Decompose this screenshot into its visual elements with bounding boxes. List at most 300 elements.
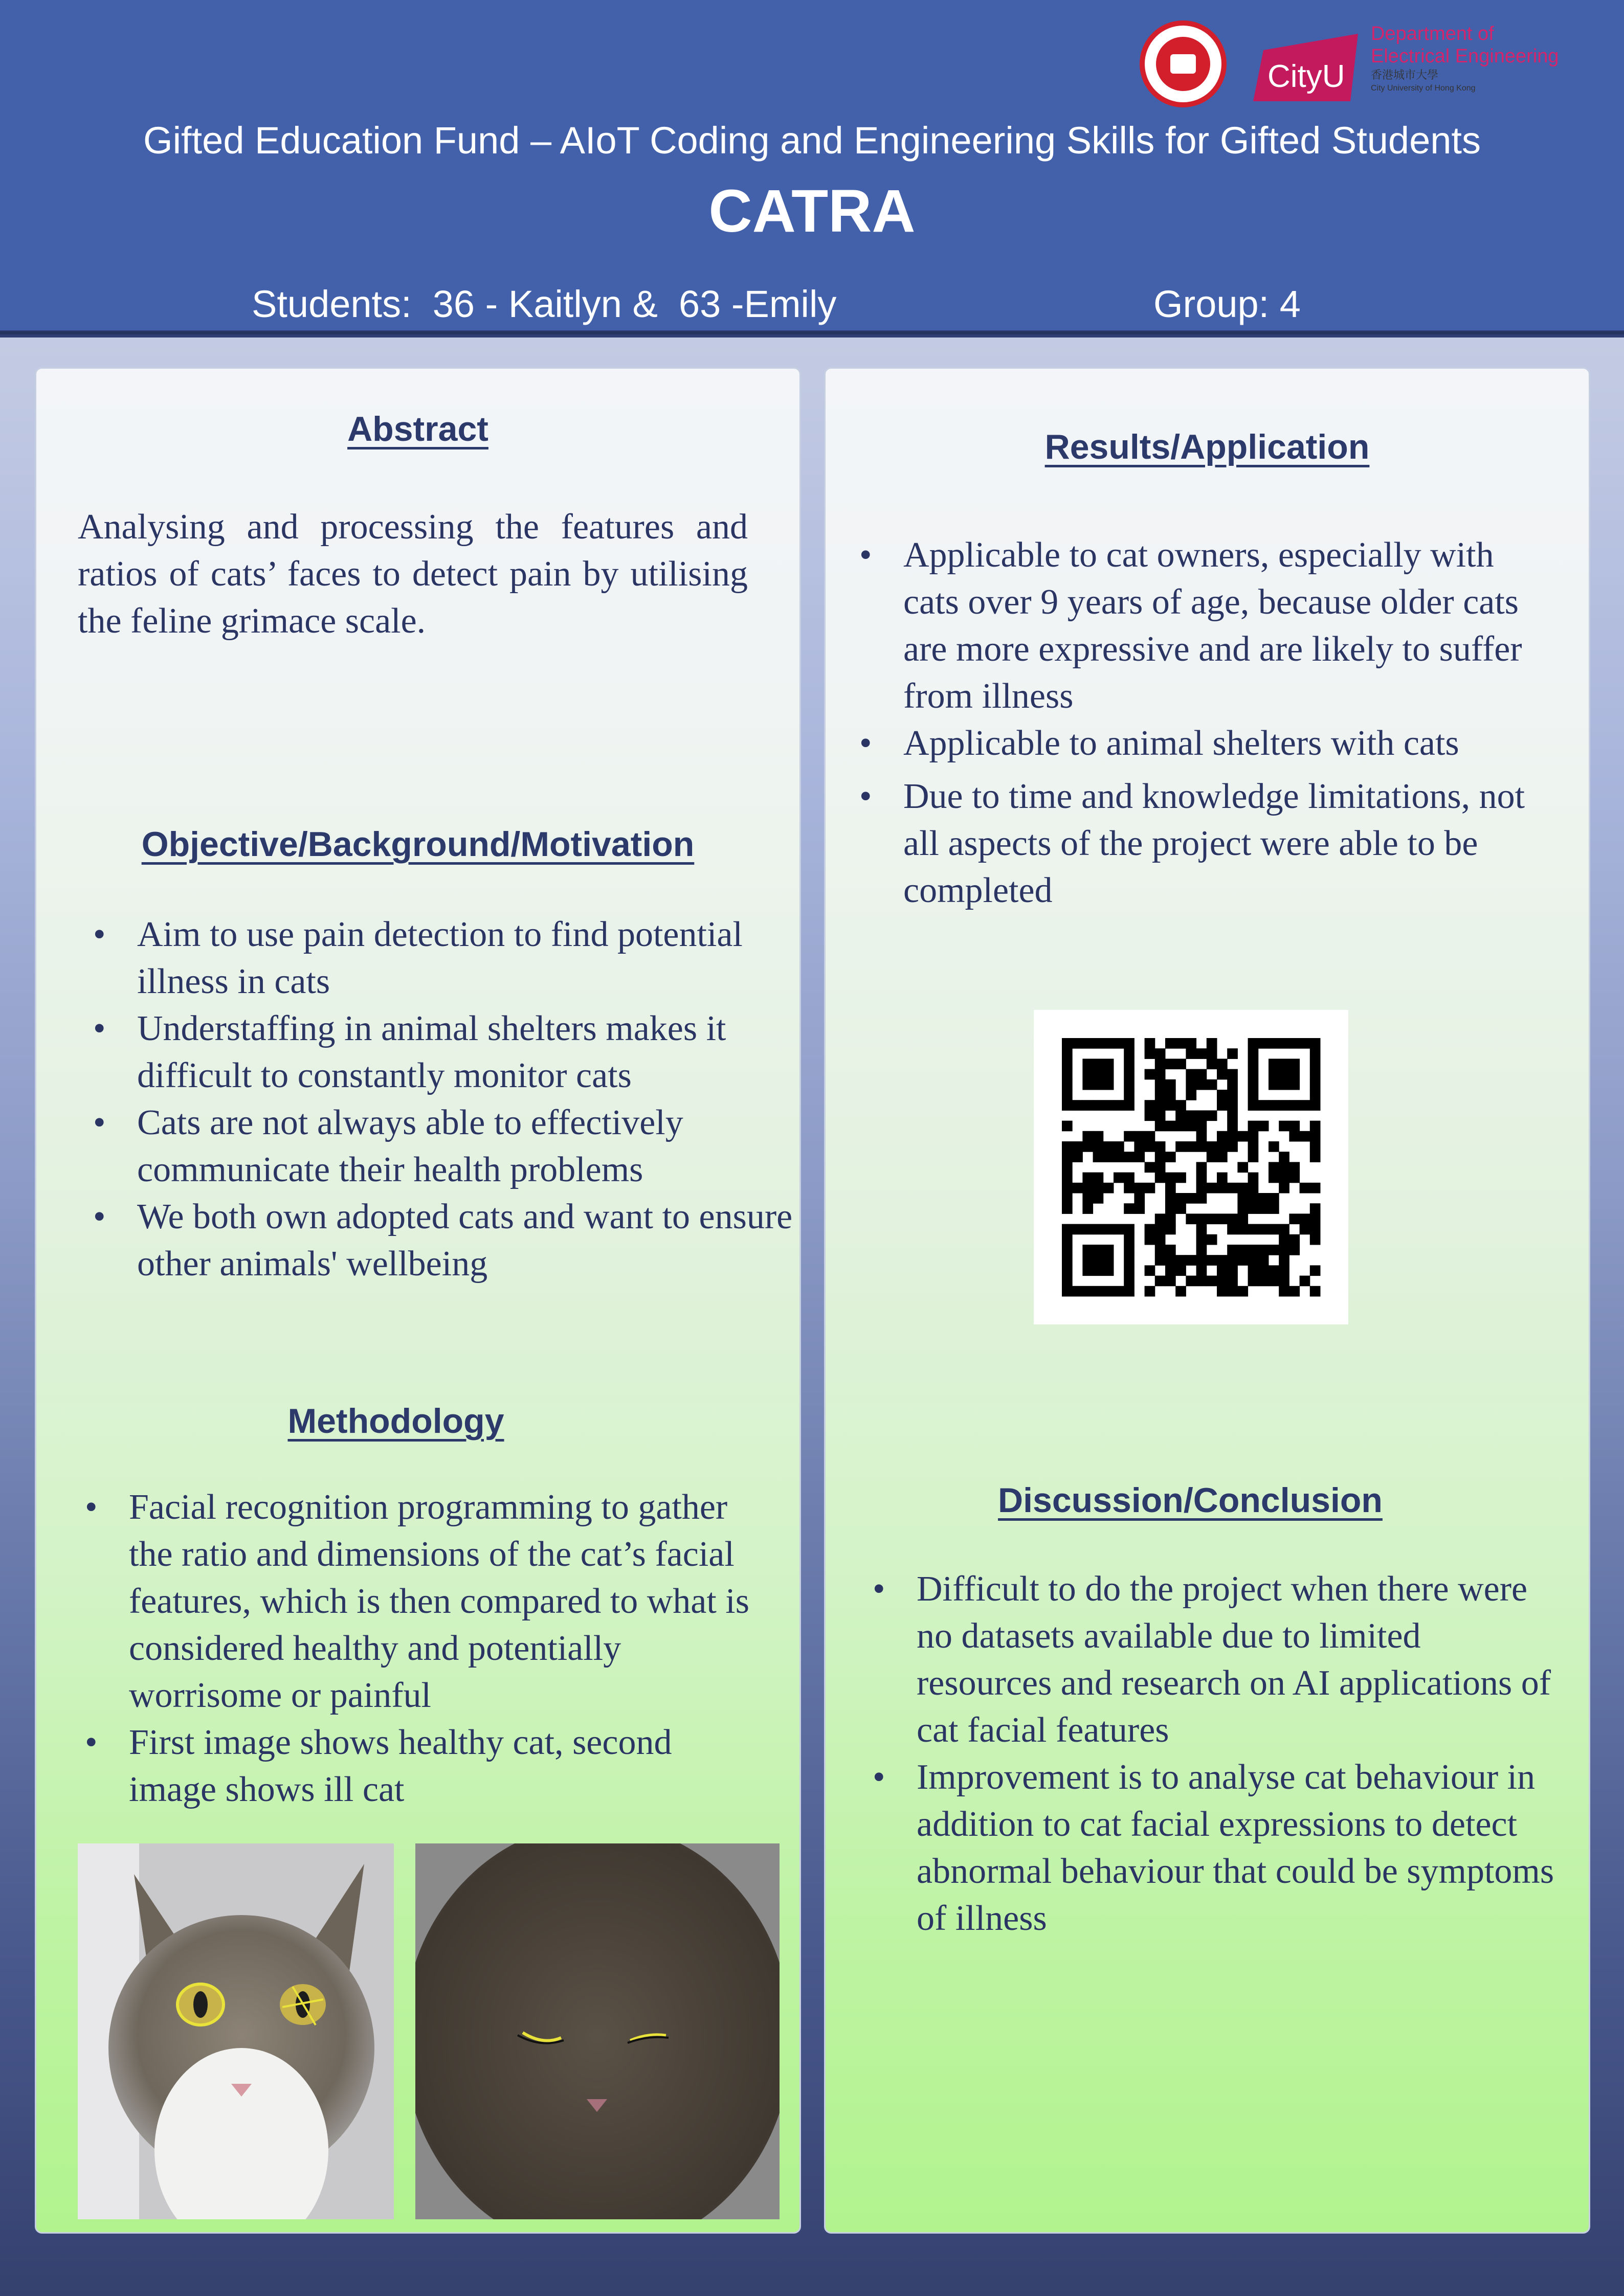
qr-module [1175,1173,1186,1183]
qr-module [1310,1141,1321,1152]
qr-module [1237,1131,1248,1142]
qr-module [1093,1038,1104,1049]
qr-module [1217,1173,1228,1183]
qr-module [1217,1059,1228,1069]
qr-module [1289,1069,1300,1080]
qr-module [1269,1038,1279,1049]
qr-module [1310,1183,1321,1194]
qr-module [1279,1079,1289,1090]
qr-module [1082,1255,1093,1266]
abstract-heading: Abstract [347,410,488,448]
qr-module [1310,1121,1321,1132]
qr-module [1145,1048,1155,1059]
methodology-list [82,1484,762,1813]
qr-module [1248,1048,1259,1059]
qr-module [1114,1141,1124,1152]
qr-module [1207,1213,1217,1224]
qr-module [1093,1245,1104,1255]
qr-module [1279,1255,1289,1266]
qr-module [1062,1183,1073,1194]
qr-module [1196,1079,1207,1090]
qr-module [1196,1265,1207,1276]
objective-bullet: • Cats are not always able to effectively communicate their health problems [90,1099,796,1194]
qr-module [1237,1286,1248,1297]
qr-module [1175,1193,1186,1204]
qr-module [1103,1255,1114,1266]
qr-module [1062,1255,1073,1266]
qr-module [1248,1059,1259,1069]
qr-module [1062,1224,1073,1235]
qr-module [1279,1286,1289,1297]
qr-module [1072,1152,1083,1162]
qr-module [1093,1183,1104,1194]
qr-module [1217,1255,1228,1266]
qr-module [1227,1121,1238,1132]
qr-module [1175,1203,1186,1214]
qr-module [1093,1100,1104,1111]
qr-module [1248,1152,1259,1162]
qr-module [1289,1162,1300,1173]
qr-module [1227,1265,1238,1276]
qr-module [1062,1038,1073,1049]
qr-module [1124,1090,1134,1100]
qr-code[interactable] [1034,1010,1348,1324]
qr-module [1124,1183,1134,1194]
qr-module [1103,1265,1114,1276]
qr-module [1114,1286,1124,1297]
qr-module [1124,1224,1134,1235]
qr-module [1145,1038,1155,1049]
qr-module [1279,1069,1289,1080]
qr-module [1269,1100,1279,1111]
qr-module [1155,1048,1166,1059]
department-logo-text [1371,22,1559,94]
qr-module [1124,1255,1134,1266]
qr-module [1134,1203,1145,1214]
qr-module [1072,1183,1083,1194]
qr-module [1103,1079,1114,1090]
qr-module [1093,1152,1104,1162]
qr-module [1124,1038,1134,1049]
qr-module [1217,1286,1228,1297]
qr-module [1269,1193,1279,1204]
objective-list [90,911,796,1288]
qr-module [1062,1286,1073,1297]
qr-module [1248,1265,1259,1276]
qr-module [1310,1234,1321,1245]
qr-module [1165,1121,1176,1132]
qr-module [1217,1069,1228,1080]
qr-module [1165,1193,1176,1204]
qr-module [1082,1059,1093,1069]
qr-module [1062,1090,1073,1100]
methodology-bullet: • Facial recognition programming to gather the ratio and dimensions of the cat’s facial features, which is then compared to what is considered healthy and potentially worrisome or painful [82,1484,762,1719]
qr-module [1145,1265,1155,1276]
qr-module [1269,1162,1279,1173]
qr-module [1155,1224,1166,1235]
qr-module [1227,1090,1238,1100]
dept-sub: City University of Hong Kong [1371,84,1476,93]
qr-module [1155,1152,1166,1162]
results-heading: Results/Application [1044,427,1370,466]
qr-module [1103,1286,1114,1297]
qr-module [1114,1038,1124,1049]
qr-module [1145,1183,1155,1194]
qr-module [1269,1203,1279,1214]
qr-module [1310,1131,1321,1142]
qr-module [1175,1110,1186,1121]
qr-module [1072,1224,1083,1235]
qr-module [1310,1100,1321,1111]
qr-module [1227,1224,1238,1235]
qr-module [1279,1265,1289,1276]
qr-module [1196,1276,1207,1287]
qr-module [1310,1265,1321,1276]
objective-heading: Objective/Background/Motivation [141,825,695,864]
qr-code-image [1034,1010,1348,1324]
qr-module [1103,1183,1114,1194]
healthy-cat-photo [78,1843,394,2219]
qr-module [1279,1059,1289,1069]
qr-module [1124,1286,1134,1297]
qr-module [1165,1183,1176,1194]
qr-module [1300,1213,1310,1224]
qr-module [1207,1110,1217,1121]
qr-module [1269,1173,1279,1183]
qr-module [1082,1286,1093,1297]
ill-cat-photo [415,1843,780,2219]
qr-module [1258,1203,1269,1214]
qr-module [1300,1276,1310,1287]
qr-module [1165,1079,1176,1090]
qr-module [1227,1079,1238,1090]
qr-module [1196,1131,1207,1142]
qr-module [1124,1048,1134,1059]
abstract-text: Analysing and processing the features and ratios of cats’ faces to detect pain by utilising the feline grimace scale. [78,507,748,641]
qr-module [1289,1286,1300,1297]
qr-module [1207,1255,1217,1266]
qr-module [1093,1255,1104,1266]
qr-module [1124,1245,1134,1255]
qr-module [1310,1038,1321,1049]
qr-module [1114,1224,1124,1235]
qr-module [1093,1193,1104,1204]
qr-module [1186,1255,1196,1266]
qr-module [1062,1203,1073,1214]
qr-module [1062,1276,1073,1287]
qr-module [1227,1069,1238,1080]
qr-module [1165,1255,1176,1266]
qr-module [1093,1069,1104,1080]
qr-module [1207,1152,1217,1162]
qr-module [1258,1121,1269,1132]
qr-module [1227,1141,1238,1152]
qr-module [1175,1255,1186,1266]
qr-module [1175,1121,1186,1132]
qr-module [1196,1173,1207,1183]
qr-module [1062,1069,1073,1080]
qr-module [1124,1173,1134,1183]
qr-module [1248,1079,1259,1090]
cityu-logo [1248,30,1366,105]
qr-module [1279,1038,1289,1049]
qr-module [1062,1173,1073,1183]
qr-module [1217,1276,1228,1287]
qr-module [1289,1173,1300,1183]
qr-module [1186,1048,1196,1059]
qr-module [1258,1100,1269,1111]
qr-module [1082,1245,1093,1255]
qr-module [1155,1110,1166,1121]
qr-module [1103,1059,1114,1069]
qr-module [1103,1224,1114,1235]
qr-module [1124,1203,1134,1214]
qr-module [1165,1276,1176,1287]
results-bullet: • Applicable to cat owners, especially with cats over 9 years of age, because older cats are more expressive and are likely to suffer from illness [856,532,1537,720]
qr-module [1310,1090,1321,1100]
qr-module [1062,1121,1073,1132]
qr-module [1237,1203,1248,1214]
qr-module [1258,1245,1269,1255]
qr-module [1165,1265,1176,1276]
qr-module [1227,1286,1238,1297]
qr-module [1062,1162,1073,1173]
qr-module [1310,1203,1321,1214]
qr-module [1227,1048,1238,1059]
qr-module [1248,1203,1259,1214]
qr-module [1082,1141,1093,1152]
qr-module [1155,1141,1166,1152]
qr-module [1145,1069,1155,1080]
qr-module [1062,1234,1073,1245]
qr-module [1248,1131,1259,1142]
qr-module [1082,1203,1093,1214]
results-bullet: • Applicable to animal shelters with cats [856,720,1537,767]
qr-module [1237,1193,1248,1204]
qr-module [1217,1090,1228,1100]
qr-module [1175,1265,1186,1276]
qr-module [1258,1276,1269,1287]
qr-module [1237,1224,1248,1235]
qr-module [1227,1183,1238,1194]
qr-module [1165,1173,1176,1183]
qr-module [1124,1152,1134,1162]
qr-module [1279,1234,1289,1245]
qr-module [1165,1090,1176,1100]
qr-module [1207,1183,1217,1194]
qr-module [1145,1224,1155,1235]
qr-module [1248,1069,1259,1080]
qr-module [1269,1224,1279,1235]
qr-module [1258,1193,1269,1204]
qr-module [1300,1100,1310,1111]
qr-module [1237,1255,1248,1266]
qr-module [1289,1245,1300,1255]
qr-module [1310,1152,1321,1162]
qr-module [1103,1245,1114,1255]
qr-module [1227,1100,1238,1111]
qr-module [1217,1183,1228,1194]
qr-module [1165,1203,1176,1214]
qr-module [1258,1224,1269,1235]
qr-module [1248,1245,1259,1255]
qr-module [1155,1213,1166,1224]
qr-module [1269,1059,1279,1069]
qr-module [1207,1276,1217,1287]
students-line: Students: 36 - Kaitlyn & 63 -Emily [252,283,837,325]
qr-module [1165,1100,1176,1111]
qr-module [1145,1141,1155,1152]
qr-module [1145,1234,1155,1245]
qr-module [1269,1265,1279,1276]
dept-line2: Electrical Engineering [1371,46,1559,67]
qr-module [1175,1059,1186,1069]
qr-module [1279,1173,1289,1183]
qr-module [1165,1059,1176,1069]
qr-module [1269,1079,1279,1090]
qr-module [1145,1131,1155,1142]
poster-title: CATRA [708,177,916,245]
qr-module [1155,1059,1166,1069]
qr-module [1062,1152,1073,1162]
qr-module [1196,1110,1207,1121]
qr-module [1103,1152,1114,1162]
qr-module [1207,1234,1217,1245]
qr-module [1248,1183,1259,1194]
qr-module [1155,1100,1166,1111]
qr-module [1196,1162,1207,1173]
qr-module [1196,1245,1207,1255]
qr-module [1155,1276,1166,1287]
qr-module [1310,1048,1321,1059]
qr-module [1310,1059,1321,1069]
qr-module [1072,1100,1083,1111]
qr-module [1155,1255,1166,1266]
qr-module [1248,1121,1259,1132]
qr-module [1186,1276,1196,1287]
discussion-bullet: • Difficult to do the project when there were no datasets available due to limited resources and research on AI applications of cat facial features [870,1566,1555,1754]
qr-module [1114,1100,1124,1111]
qr-module [1258,1038,1269,1049]
qr-module [1124,1276,1134,1287]
dept-chinese: 香港城市大學 [1371,69,1439,81]
qr-module [1114,1152,1124,1162]
objective-bullet: • We both own adopted cats and want to ensure other animals' wellbeing [90,1194,796,1288]
qr-module [1093,1265,1104,1276]
qr-module [1310,1079,1321,1090]
qr-module [1165,1213,1176,1224]
qr-module [1186,1213,1196,1224]
qr-module [1227,1255,1238,1266]
discussion-bullet: • Improvement is to analyse cat behaviour in addition to cat facial expressions to detect abnormal behaviour that could be symptoms of illness [870,1754,1555,1942]
qr-module [1175,1141,1186,1152]
fund-line: Gifted Education Fund – AIoT Coding and Engineering Skills for Gifted Students [143,119,1481,162]
qr-module [1196,1121,1207,1132]
qr-module [1237,1162,1248,1173]
qr-module [1093,1173,1104,1183]
qr-module [1310,1069,1321,1080]
qr-module [1279,1152,1289,1162]
qr-module [1175,1100,1186,1111]
qr-module [1062,1141,1073,1152]
results-bullet: • Due to time and knowledge limitations, not all aspects of the project were able to be completed [856,773,1537,914]
qr-module [1310,1286,1321,1297]
qr-module [1269,1276,1279,1287]
qr-module [1062,1193,1073,1204]
qr-module [1227,1131,1238,1142]
qr-module [1289,1100,1300,1111]
qr-module [1124,1069,1134,1080]
qr-module [1145,1286,1155,1297]
qr-module [1082,1038,1093,1049]
qr-module [1062,1100,1073,1111]
qr-module [1248,1193,1259,1204]
qr-module [1134,1141,1145,1152]
qr-module [1227,1245,1238,1255]
qr-module [1186,1121,1196,1132]
qr-module [1082,1069,1093,1080]
qr-module [1279,1183,1289,1194]
qr-module [1155,1090,1166,1100]
qr-module [1207,1079,1217,1090]
qr-module [1300,1224,1310,1235]
qr-module [1300,1131,1310,1142]
qr-module [1134,1131,1145,1142]
qr-module [1248,1038,1259,1049]
qr-module [1103,1100,1114,1111]
qr-module [1062,1265,1073,1276]
qr-module [1248,1141,1259,1152]
qr-module [1124,1234,1134,1245]
qr-module [1196,1255,1207,1266]
qr-module [1269,1141,1279,1152]
qr-module [1062,1245,1073,1255]
qr-module [1072,1141,1083,1152]
group-line: Group: 4 [1153,283,1301,325]
discussion-heading: Discussion/Conclusion [998,1481,1383,1520]
school-seal-logo [1140,20,1227,107]
methodology-bullet: • First image shows healthy cat, second image shows ill cat [82,1719,762,1813]
qr-module [1082,1193,1093,1204]
dept-line1: Department of [1371,23,1494,44]
header-divider [0,331,1624,334]
qr-module [1103,1141,1114,1152]
qr-module [1082,1131,1093,1142]
qr-module [1134,1152,1145,1162]
qr-module [1248,1255,1259,1266]
qr-module [1248,1276,1259,1287]
qr-module [1082,1173,1093,1183]
objective-bullet: • Understaffing in animal shelters makes it difficult to constantly monitor cats [90,1005,796,1099]
qr-module [1145,1162,1155,1173]
qr-module [1114,1173,1124,1183]
qr-module [1196,1234,1207,1245]
qr-module [1227,1276,1238,1287]
qr-module [1248,1224,1259,1235]
qr-module [1217,1141,1228,1152]
qr-module [1207,1141,1217,1152]
qr-module [1217,1100,1228,1111]
qr-module [1103,1069,1114,1080]
qr-module [1134,1183,1145,1194]
qr-module [1217,1131,1228,1142]
qr-module [1145,1100,1155,1111]
qr-module [1279,1276,1289,1287]
qr-module [1300,1183,1310,1194]
qr-module [1103,1038,1114,1049]
qr-module [1165,1152,1176,1162]
qr-module [1093,1079,1104,1090]
